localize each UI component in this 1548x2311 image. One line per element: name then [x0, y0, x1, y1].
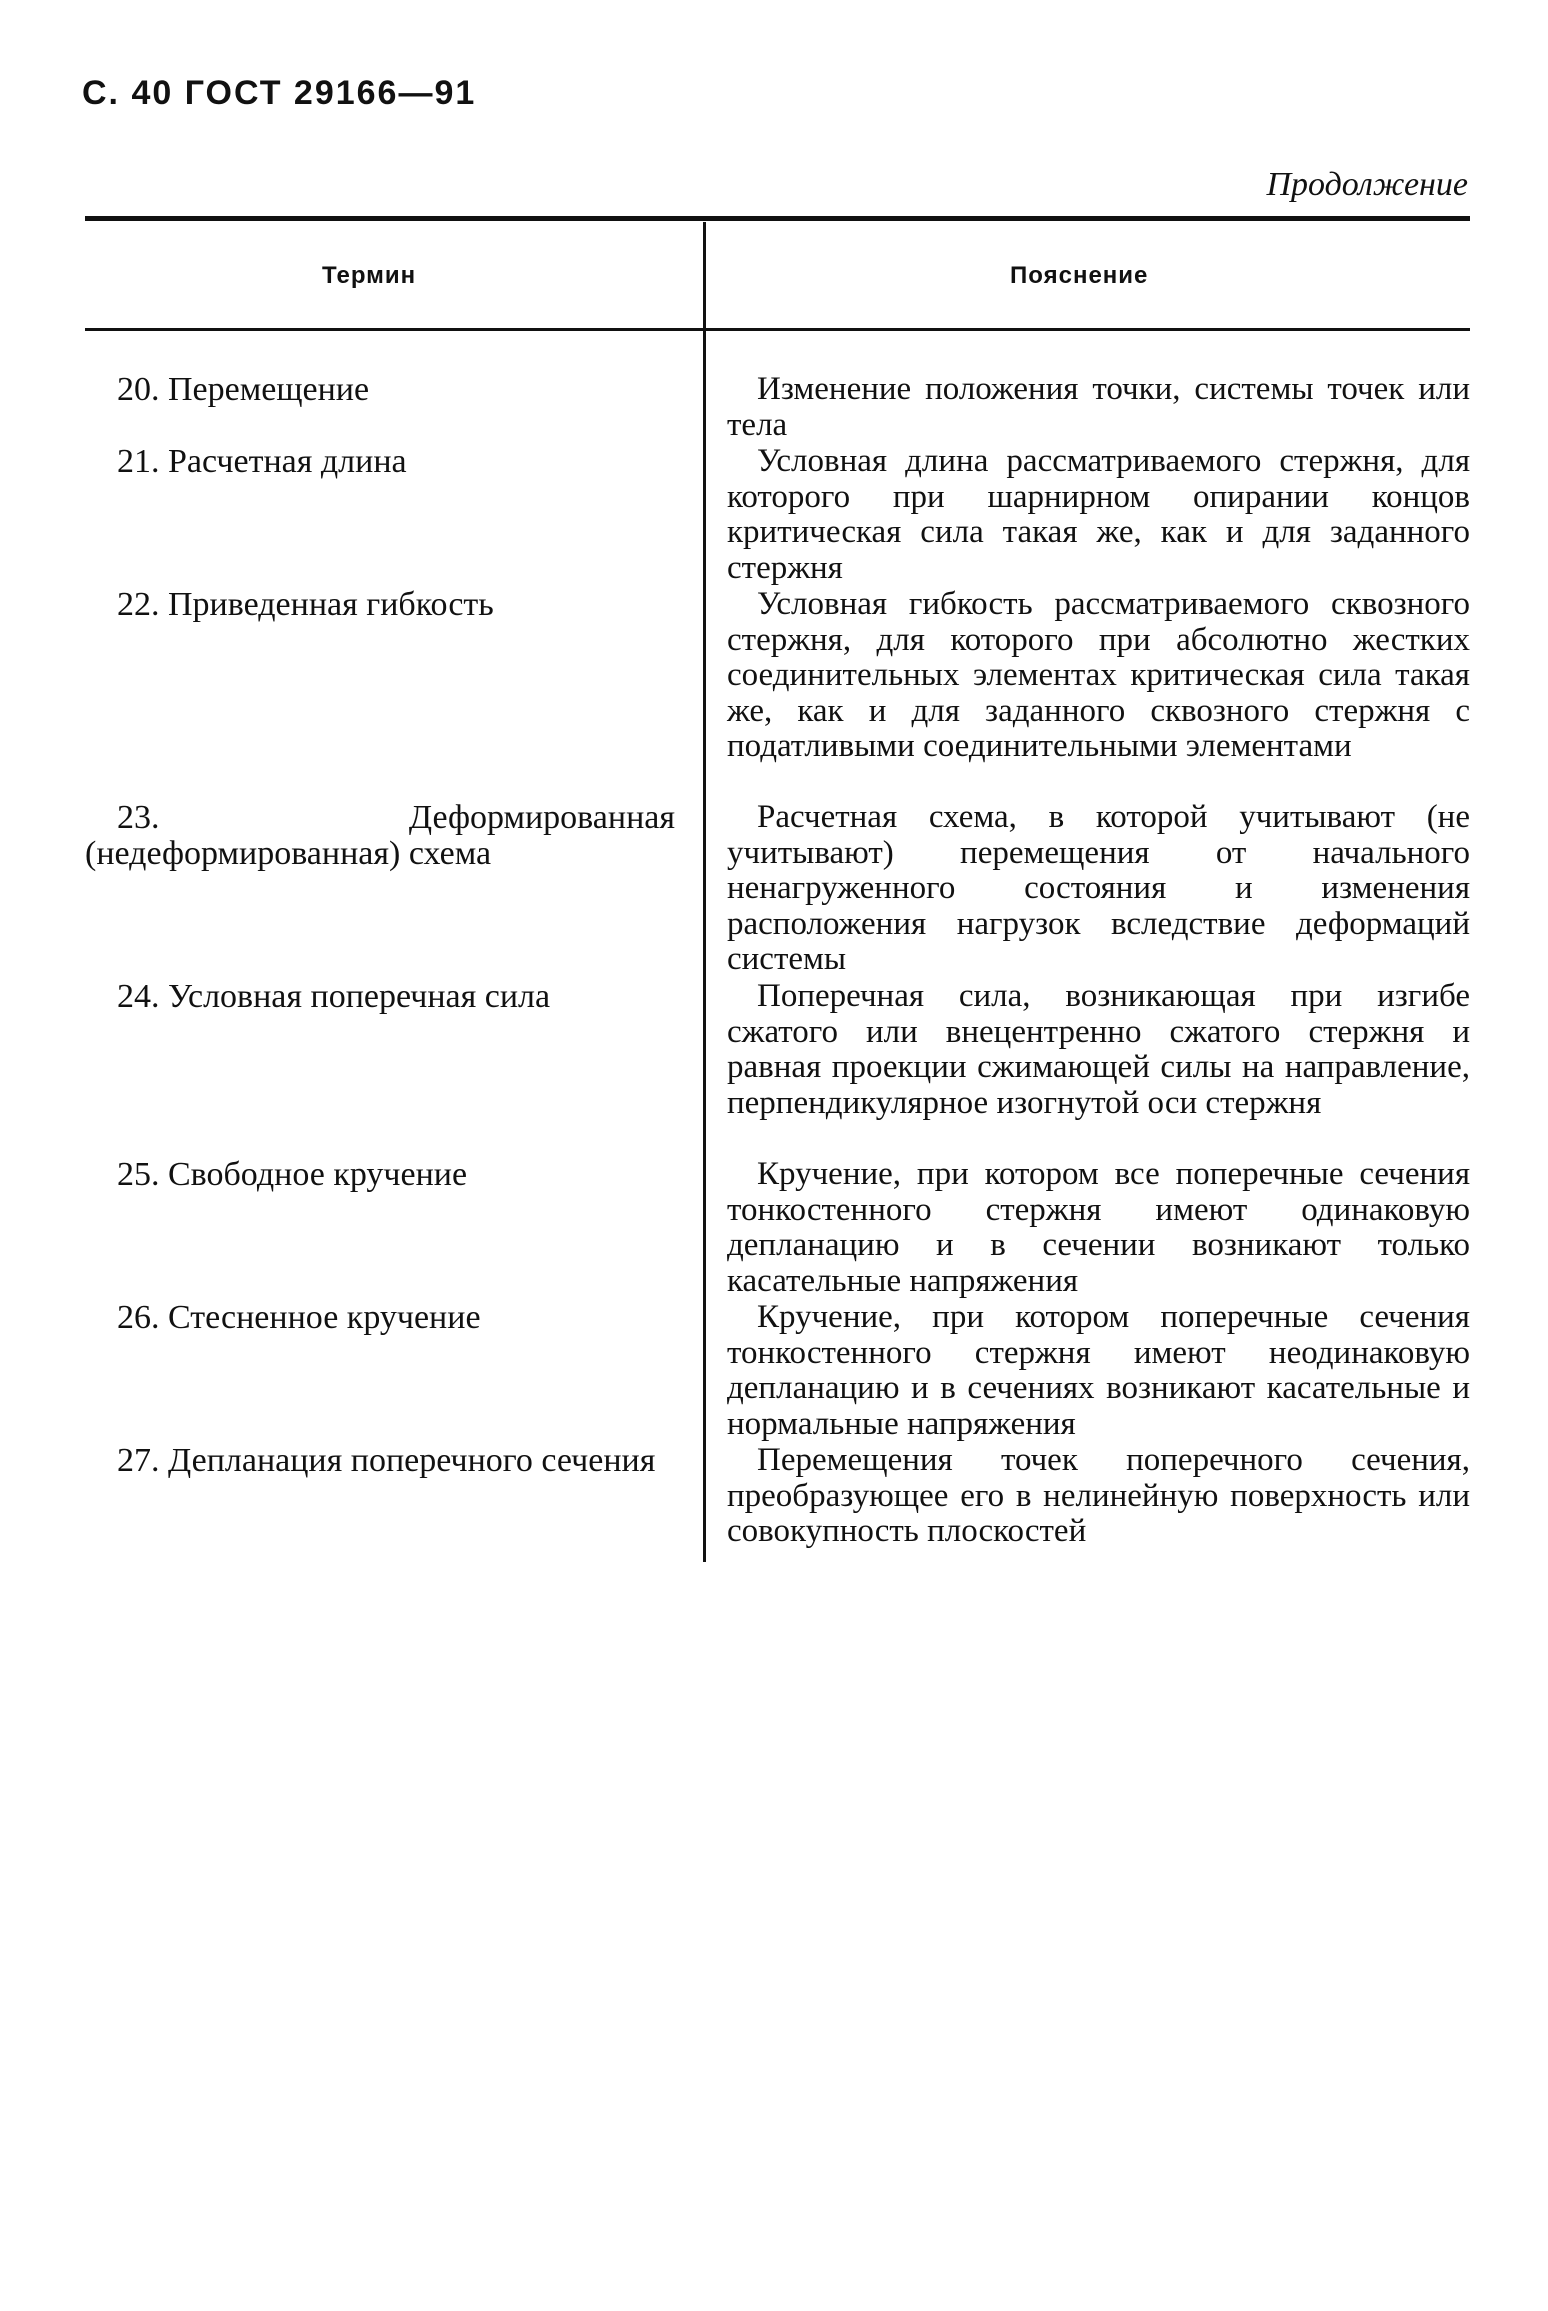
column-header-explanation: Пояснение [1010, 262, 1149, 289]
explanation-cell: Перемещения точек поперечного сечения, преобразующее его в нелинейную поверхность или совокупность плоскостей [727, 1442, 1470, 1549]
page-header: С. 40 ГОСТ 29166—91 [82, 74, 477, 112]
explanation-cell: Условная длина рассматриваемого стержня, для которого при шарнирном опирании концов критическая сила такая же, как и для заданного стержня [727, 443, 1470, 586]
column-header-term: Термин [322, 262, 417, 289]
term-cell: 20. Перемещение [117, 371, 370, 408]
continuation-label: Продолжение [1266, 166, 1468, 203]
term-cell: 21. Расчетная длина [117, 443, 407, 480]
explanation-cell: Кручение, при котором поперечные сечения тонкостенного стержня имеют неодинаковую депланацию и в сечениях возникают касательные и нормальные напряжения [727, 1299, 1470, 1442]
explanation-cell: Расчетная схема, в которой учитывают (не учитывают) перемещения от начального ненагруженного состояния и изменения расположения нагрузок вследствие деформаций системы [727, 799, 1470, 977]
table-column-divider [703, 222, 706, 1562]
explanation-cell: Изменение положения точки, системы точек или тела [727, 371, 1470, 443]
term-cell: 25. Свободное кручение [117, 1156, 468, 1193]
term-cell: 24. Условная поперечная сила [117, 978, 551, 1015]
term-cell: 22. Приведенная гибкость [117, 586, 494, 623]
table-rule-header [85, 328, 1470, 331]
term-cell: 26. Стесненное кручение [117, 1299, 481, 1336]
term-cell: 27. Депланация поперечного сечения [117, 1442, 656, 1479]
explanation-cell: Поперечная сила, возникающая при изгибе сжатого или внецентренно сжатого стержня и равная проекции сжимающей силы на направление, перпендикулярное изогнутой оси стержня [727, 978, 1470, 1121]
explanation-cell: Кручение, при котором все поперечные сечения тонкостенного стержня имеют одинаковую депланацию и в сечении возникают только касательные напряжения [727, 1156, 1470, 1299]
explanation-cell: Условная гибкость рассматриваемого сквозного стержня, для которого при абсолютно жестких соединительных элементах критическая сила такая же, как и для заданного сквозного стержня с податливыми соединительными элементами [727, 586, 1470, 764]
table-rule-top [85, 216, 1470, 221]
term-cell: 23. Деформированная (недеформированная) схема [85, 799, 675, 872]
